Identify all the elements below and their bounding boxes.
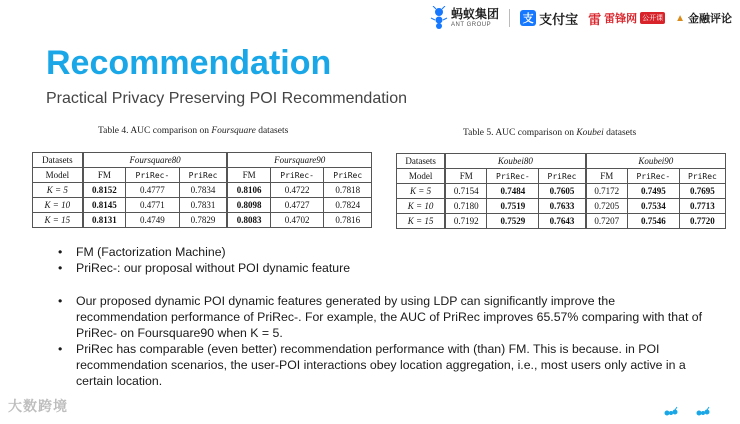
table4-cell: 0.7818 [324, 183, 372, 198]
table4-col-header: PriRec- [270, 168, 324, 183]
leifeng-badge: 公开课 [640, 12, 665, 24]
slide-title: Recommendation [46, 44, 332, 82]
table5-caption-prefix: Table 5. AUC comparison on [463, 128, 577, 138]
table5-auc [396, 153, 726, 229]
table4-col-header: PriRec [324, 168, 372, 183]
table4-col-header: PriRec [179, 168, 227, 183]
table5-col-header: FM [586, 169, 628, 184]
table4-cell: 0.7834 [179, 183, 227, 198]
table4-cell: 0.4749 [126, 213, 180, 228]
table-row [397, 199, 726, 214]
ant-group-logo [430, 6, 499, 30]
table4-cell: 0.4702 [270, 213, 324, 228]
table5-col-header: PriRec [539, 169, 586, 184]
list-item [58, 293, 708, 341]
table-row [33, 213, 372, 228]
ant-group-name-cn: 蚂蚁集团 [451, 7, 500, 21]
table5-cell: 0.7205 [586, 199, 628, 214]
bullet-marker: • [58, 342, 63, 356]
table4-cell: 0.7829 [179, 213, 227, 228]
ant-icon [430, 6, 448, 30]
table4-group2: Foursquare90 [227, 153, 371, 168]
table5-cell: 0.7484 [487, 184, 539, 199]
table5-col-header: FM [445, 169, 487, 184]
table5-cell: 0.7529 [487, 214, 539, 229]
table5-cell: 0.7546 [627, 214, 679, 229]
bullet-marker: • [58, 245, 63, 259]
table5-cell: 0.7519 [487, 199, 539, 214]
bullet-text: Our proposed dynamic POI dynamic features generated by using LDP can significantly improve the recommendation performance of PriRec-. For example, the AUC of PriRec improves 65.57% comparing with that of PriRec- on Foursquare90 when K = 5. [76, 294, 703, 340]
table4-row-k: K = 15 [33, 213, 83, 228]
table5-cell: 0.7643 [539, 214, 586, 229]
table-row [397, 184, 726, 199]
table4-group1: Foursquare80 [83, 153, 228, 168]
table4-cell: 0.8106 [227, 183, 270, 198]
slide-subtitle: Practical Privacy Preserving POI Recommendation [46, 90, 408, 107]
table4-row-k: K = 10 [33, 198, 83, 213]
table4-col-header: FM [227, 168, 270, 183]
leifeng-icon: 雷 [588, 11, 602, 27]
table4-caption-dataset: Foursquare [211, 126, 256, 136]
jrpl-name: 金融评论 [688, 13, 732, 25]
alipay-name: 支付宝 [539, 11, 579, 27]
leifeng-name: 雷锋网 [604, 13, 638, 25]
table5-cell: 0.7207 [586, 214, 628, 229]
table5-caption-suffix: datasets [603, 128, 637, 138]
table4-cell: 0.8145 [83, 198, 126, 213]
table4-cell: 0.7816 [324, 213, 372, 228]
table4-cell: 0.7831 [179, 198, 227, 213]
table5-cell: 0.7495 [627, 184, 679, 199]
table5-group2: Koubei90 [586, 154, 726, 169]
table4-header-datasets: Datasets [33, 153, 83, 168]
bullet-marker: • [58, 261, 63, 275]
table5-cell: 0.7633 [539, 199, 586, 214]
table5-col-header: PriRec- [487, 169, 539, 184]
table5-cell: 0.7172 [586, 184, 628, 199]
table4-caption-suffix: datasets [255, 126, 289, 136]
table4-col-header: FM [83, 168, 126, 183]
table4-cell: 0.8152 [83, 183, 126, 198]
bullet-list-definitions [58, 244, 698, 276]
table5-col-header: PriRec- [627, 169, 679, 184]
jrpl-logo [675, 10, 732, 26]
table5-cell: 0.7154 [445, 184, 487, 199]
bullet-text: FM (Factorization Machine) [76, 245, 226, 259]
table-row [33, 198, 372, 213]
bullet-marker: • [58, 294, 63, 308]
alipay-logo [520, 9, 578, 28]
table4-caption-prefix: Table 4. AUC comparison on [98, 126, 212, 136]
table5-caption [463, 128, 636, 138]
table5-header-datasets: Datasets [397, 154, 446, 169]
table5-row-k: K = 15 [397, 214, 446, 229]
table4-auc [32, 152, 372, 228]
table5-cell: 0.7605 [539, 184, 586, 199]
table5-cell: 0.7534 [627, 199, 679, 214]
ant-icon [664, 406, 678, 418]
table4-header-model: Model [33, 168, 83, 183]
table4-caption [98, 126, 288, 136]
table5-col-header: PriRec [679, 169, 725, 184]
table5-group1: Koubei80 [445, 154, 585, 169]
triangle-icon: ▲ [675, 12, 685, 24]
table4-cell: 0.8098 [227, 198, 270, 213]
table5-cell: 0.7713 [679, 199, 725, 214]
alipay-icon: 支 [520, 10, 536, 26]
table4-cell: 0.8131 [83, 213, 126, 228]
table4-col-header: PriRec- [126, 168, 180, 183]
leifeng-logo [588, 9, 665, 28]
table-row [33, 183, 372, 198]
table4-cell: 0.4722 [270, 183, 324, 198]
table4-row-k: K = 5 [33, 183, 83, 198]
table5-cell: 0.7720 [679, 214, 725, 229]
list-item [58, 244, 698, 260]
table4-cell: 0.8083 [227, 213, 270, 228]
table4-cell: 0.7824 [324, 198, 372, 213]
bullet-text: PriRec-: our proposal without POI dynamic feature [76, 261, 351, 275]
list-item [58, 260, 698, 276]
list-item [58, 341, 708, 389]
logo-divider [509, 9, 510, 27]
bullet-text: PriRec has comparable (even better) recommendation performance with (than) FM. This is because. in POI recommendation scenarios, the user-POI interactions obey location aggregation, i.e., most users only active in a certain location. [76, 342, 686, 388]
table5-cell: 0.7695 [679, 184, 725, 199]
decorative-ants [664, 406, 710, 418]
table4-cell: 0.4771 [126, 198, 180, 213]
table5-cell: 0.7180 [445, 199, 487, 214]
table5-row-k: K = 5 [397, 184, 446, 199]
table4-cell: 0.4727 [270, 198, 324, 213]
table5-row-k: K = 10 [397, 199, 446, 214]
ant-icon [696, 406, 710, 418]
table4-cell: 0.4777 [126, 183, 180, 198]
ant-group-name-en: ANT GROUP [451, 22, 492, 28]
watermark: 大数跨境 [8, 398, 68, 414]
partner-logos [430, 6, 732, 30]
table5-caption-dataset: Koubei [576, 128, 604, 138]
bullet-list-findings [58, 293, 708, 389]
table5-cell: 0.7192 [445, 214, 487, 229]
table-row [397, 214, 726, 229]
table5-header-model: Model [397, 169, 446, 184]
